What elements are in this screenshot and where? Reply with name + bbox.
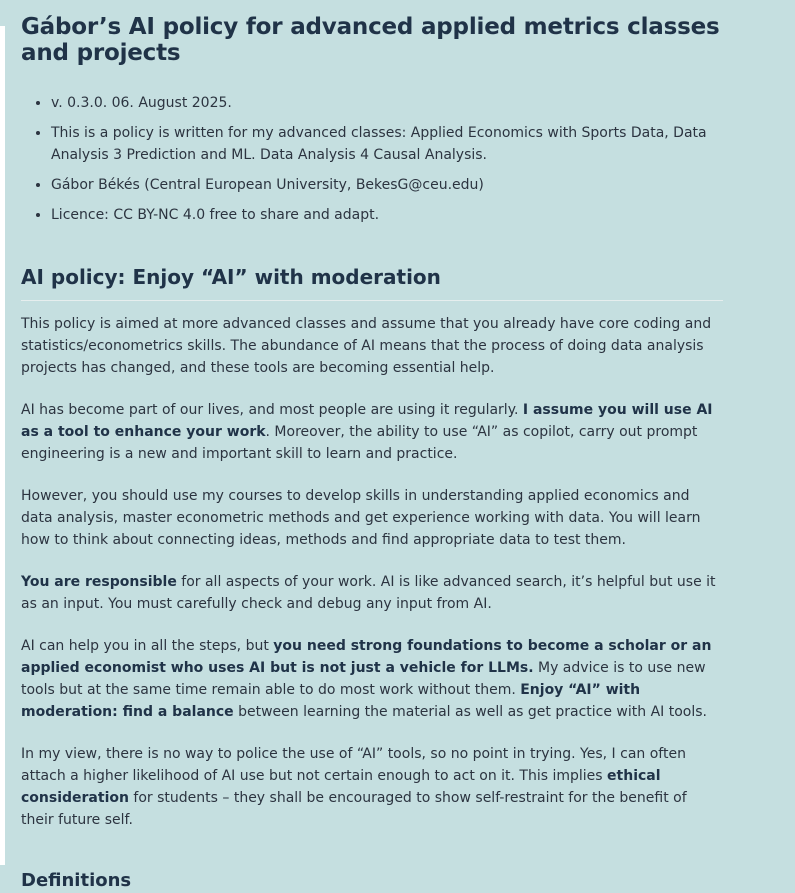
section-heading: AI policy: Enjoy “AI” with moderation xyxy=(21,264,723,301)
list-item: • Gábor Békés (Central European University, BekesG@ceu.edu) xyxy=(51,174,723,196)
paragraph-responsibility: You are responsible for all aspects of your work. AI is like advanced search, it’s helpful but use it as an input. You must carefully check and debug any input from AI. xyxy=(21,574,716,612)
list-item: • v. 0.3.0. 06. August 2025. xyxy=(51,92,723,114)
page-title: Gábor’s AI policy for advanced applied metrics classes and projects xyxy=(21,14,720,66)
paragraph-intro: This policy is aimed at more advanced classes and assume that you already have core coding and statistics/econometrics skills. The abundance of AI means that the process of doing data analysis projects has changed, and these tools are becoming essential help. xyxy=(21,316,712,376)
paragraph-ethics: In my view, there is no way to police the use of “AI” tools, so no point in trying. Yes, I can often attach a higher likelihood of AI use but not certain enough to act on it. This implies ethical consideration for students – they shall be encouraged to show self-restraint for the benefit of their future self. xyxy=(21,746,687,828)
left-edge-notch xyxy=(0,0,5,26)
paragraph-foundations: AI can help you in all the steps, but you need strong foundations to become a scholar or an applied economist who uses AI but is not just a vehicle for LLMs. My advice is to use new tools but at the same time remain able to do most work without them. Enjoy “AI” with moderation: find a balance between learning the material as well as get practice with AI tools. xyxy=(21,638,712,720)
paragraph-skills: However, you should use my courses to develop skills in understanding applied economics and data analysis, master econometric methods and get experience working with data. You will learn how to think about connecting ideas, methods and find appropriate data to test them. xyxy=(21,488,701,548)
left-edge xyxy=(0,0,5,865)
paragraph-ai-use: AI has become part of our lives, and most people are using it regularly. I assume you will use AI as a tool to enhance your work. Moreover, the ability to use “AI” as copilot, carry out prompt engineering is a new and important skill to learn and practice. xyxy=(21,402,713,462)
meta-list xyxy=(21,92,723,226)
definitions-heading: Definitions xyxy=(21,870,132,891)
list-item: • This is a policy is written for my advanced classes: Applied Economics with Sports Data, Data Analysis 3 Prediction and ML. Data Analysis 4 Causal Analysis. xyxy=(51,122,723,166)
list-item: • Licence: CC BY-NC 4.0 free to share and adapt. xyxy=(51,204,723,226)
document-body xyxy=(21,14,723,893)
